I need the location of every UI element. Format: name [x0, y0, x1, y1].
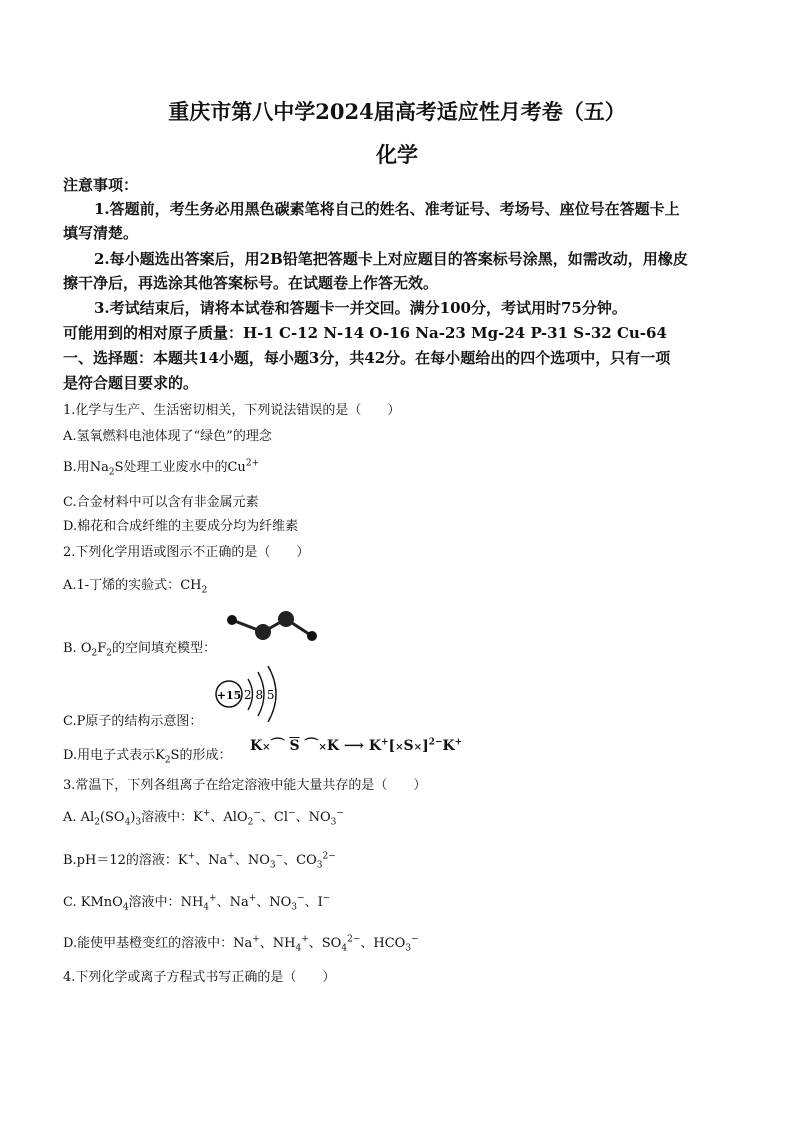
q1-stem: 1.化学与生产、生活密切相关，下列说法错误的是（ ） [63, 403, 401, 418]
q3-option-d: D.能使甲基橙变红的溶液中：Na+、$NH_4^+$、$SO_4^{2-}$、$HCO_3^-$ [63, 934, 419, 954]
notice-heading: 注意事项： [63, 176, 139, 194]
q2-option-c: C.P原子的结构示意图： [63, 714, 203, 729]
q2-option-b: B. $O_2F_2$的空间填充模型： [63, 641, 216, 659]
notice-item-2-line-1: 2.每小题选出答案后，用2B铅笔把答题卡上对应题目的答案标号涂黑，如需改动，用橡皮 [94, 250, 688, 268]
q1-option-b-pre: B.用 [63, 460, 90, 475]
q3-option-a: A. $Al_2(SO_4)_3$溶液中：K+、AlO$_2$−、Cl−、$NO_3^-$ [63, 808, 344, 828]
notice-item-1-line-2: 填写清楚。 [63, 224, 139, 242]
q2-option-d-pre: D.用电子式表示 [63, 748, 156, 763]
q2-option-d: D.用电子式表示$K_2S$的形成： [63, 748, 232, 766]
p-shell-electrons: 2 8 5 [244, 688, 275, 702]
p-atom-structure-diagram [212, 664, 287, 726]
o2f2-space-filling-model [220, 610, 330, 650]
notice-item-3: 3.考试结束后，请将本试卷和答题卡一并交回。满分100分，考试用时75分钟。 [94, 299, 627, 317]
q3-option-d-pre: D.能使甲基橙变红的溶液中： [63, 936, 234, 951]
q4-stem: 4.下列化学或离子方程式书写正确的是（ ） [63, 970, 336, 985]
q2-option-b-pre: B. [63, 641, 77, 656]
atomic-masses: 可能用到的相对原子质量：H-1 C-12 N-14 O-16 Na-23 Mg-24 P-31 S-32 Cu-64 [63, 324, 667, 342]
q1-option-b-mid: 处理工业废水中的 [123, 460, 228, 475]
notice-item-1-line-1: 1.答题前，考生务必用黑色碳素笔将自己的姓名、准考证号、考场号、座位号在答题卡上 [94, 200, 680, 218]
q3-option-c-post: 溶液中： [128, 895, 181, 910]
p-nucleus-label: +15 [216, 689, 242, 702]
exam-title: 重庆市第八中学2024届高考适应性月考卷（五） [168, 99, 626, 124]
section-1-line-1: 一、选择题：本题共14小题，每小题3分，共42分。在每小题给出的四个选项中，只有一项 [63, 349, 671, 367]
subject-title: 化学 [376, 142, 418, 167]
q3-stem: 3.常温下，下列各组离子在给定溶液中能大量共存的是（ ） [63, 778, 427, 793]
q1-option-b: B.用$Na_2S$处理工业废水中的$Cu^{2+}$ [63, 458, 260, 478]
q2-option-a: A.1-丁烯的实验式：$CH_2$ [63, 578, 208, 596]
q1-option-d: D.棉花和合成纤维的主要成分均为纤维素 [63, 519, 299, 534]
q1-option-c: C.合金材料中可以含有非金属元素 [63, 495, 259, 510]
k2s-formation-equation: K×⌒ $\overline{S}$ ⌒×K ⟶ $K^+[\times S\times]^{2-}K^+$ [250, 737, 463, 754]
notice-item-2-line-2: 擦干净后，再选涂其他答案标号。在试题卷上作答无效。 [63, 274, 439, 292]
q2-option-a-pre: A.1-丁烯的实验式： [63, 578, 181, 593]
q2-stem: 2.下列化学用语或图示不正确的是（ ） [63, 545, 310, 560]
q1-option-a: A.氢氧燃料电池体现了“绿色”的理念 [63, 429, 272, 444]
q2-option-d-post: 的形成： [179, 748, 232, 763]
q3-option-a-post: 溶液中： [141, 810, 194, 825]
section-1-line-2: 是符合题目要求的。 [63, 374, 199, 392]
q3-option-c: C. KMnO$_4$溶液中：$NH_4^+$、Na+、$NO_3^-$、I− [63, 893, 331, 913]
q2-option-b-post: 的空间填充模型： [111, 641, 216, 656]
q3-option-b-pre: B.pH＝12的溶液： [63, 853, 178, 868]
q3-option-b: B.pH＝12的溶液：K+、Na+、$NO_3^-$、$CO_3^{2-}$ [63, 851, 336, 871]
